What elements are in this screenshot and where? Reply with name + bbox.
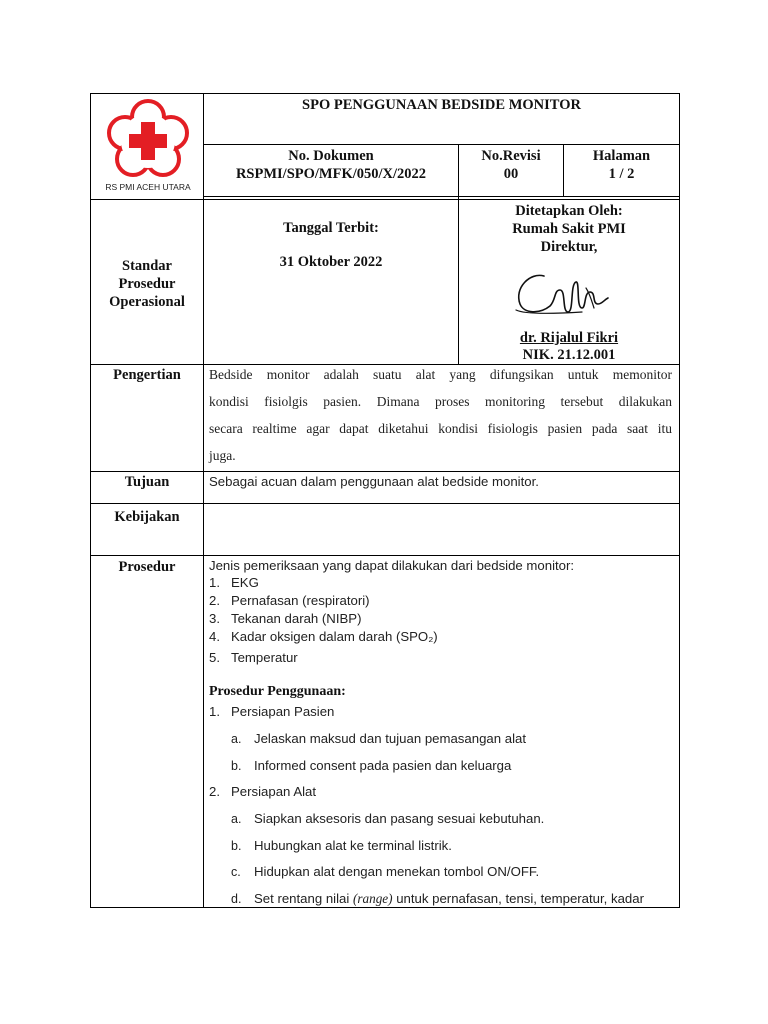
director-name: dr. Rijalul Fikri — [519, 330, 619, 346]
check-item-number: 5. — [209, 650, 220, 665]
pengertian-text — [209, 361, 672, 469]
usage-substep — [231, 758, 681, 773]
usage-substep-text: Set rentang nilai — [254, 891, 353, 906]
table-border-left — [90, 93, 91, 908]
usage-substep — [231, 838, 681, 853]
check-item-number: 1. — [209, 575, 220, 590]
check-item-text: EKG — [231, 575, 259, 590]
table-border-top — [90, 93, 680, 94]
usage-step-number: 2. — [209, 784, 220, 799]
usage-step — [209, 784, 679, 799]
page-value: 1 / 2 — [608, 166, 635, 182]
usage-substep-text-cont: untuk pernafasan, tensi, temperatur, kadar — [392, 891, 644, 906]
usage-substep — [231, 864, 681, 879]
side-title-line-1: Standar — [122, 258, 172, 274]
usage-substep — [231, 891, 681, 907]
header-divider-2 — [203, 196, 680, 197]
issue-date-label: Tanggal Terbit: — [283, 220, 379, 236]
issue-date-value: 31 Oktober 2022 — [279, 254, 383, 270]
usage-substep-letter: a. — [231, 812, 242, 826]
kebijakan-label: Kebijakan — [114, 509, 180, 525]
row-divider-tujuan — [90, 471, 680, 472]
check-item — [209, 575, 679, 590]
check-item-text: Kadar oksigen dalam darah (SPO₂) — [231, 629, 438, 644]
hospital-logo — [100, 97, 196, 195]
header-divider-3 — [90, 199, 680, 200]
check-item — [209, 611, 679, 626]
pengertian-line-4: juga. — [209, 448, 236, 463]
usage-substep-text: Jelaskan maksud dan tujuan pemasangan alat — [254, 731, 526, 746]
usage-substep-letter: a. — [231, 732, 242, 746]
side-title-line-3: Operasional — [109, 294, 185, 310]
pengertian-label: Pengertian — [113, 367, 181, 383]
usage-substep-text: Hubungkan alat ke terminal listrik. — [254, 838, 452, 853]
row-divider-prosedur — [90, 555, 680, 556]
document-title: SPO PENGGUNAAN BEDSIDE MONITOR — [302, 97, 581, 113]
usage-substep-text: Hidupkan alat dengan menekan tombol ON/OFF. — [254, 864, 540, 879]
page-label: Halaman — [592, 148, 651, 164]
director-nik: NIK. 21.12.001 — [522, 347, 616, 363]
usage-substep-text: Informed consent pada pasien dan keluarga — [254, 758, 512, 773]
prosedur-label: Prosedur — [118, 559, 176, 575]
doc-number-value: RSPMI/SPO/MFK/050/X/2022 — [235, 166, 427, 182]
usage-procedure-title: Prosedur Penggunaan: — [209, 684, 346, 699]
director-signature — [510, 268, 630, 328]
usage-substep-letter: d. — [231, 892, 242, 906]
column-divider — [203, 93, 204, 908]
revision-label: No.Revisi — [481, 148, 541, 164]
revision-value: 00 — [503, 166, 519, 182]
approval-line-3: Direktur, — [540, 239, 598, 255]
check-item — [209, 629, 679, 644]
approval-line-2: Rumah Sakit PMI — [512, 221, 626, 237]
check-item — [209, 650, 679, 665]
header-divider — [203, 144, 680, 145]
check-item-text: Pernafasan (respiratori) — [231, 593, 370, 608]
usage-step-text: Persiapan Alat — [231, 784, 317, 799]
side-title — [91, 257, 203, 311]
doc-number-label: No. Dokumen — [288, 148, 374, 164]
usage-substep — [231, 731, 681, 746]
usage-step — [209, 704, 679, 719]
pengertian-line-2: kondisi fisiolgis pasien. Dimana proses monitoring tersebut dilakukan — [209, 394, 672, 409]
check-item — [209, 593, 679, 608]
pengertian-line-3: secara realtime agar dapat diketahui kondisi fisiologis pasien pada saat itu — [209, 421, 672, 436]
check-item-number: 3. — [209, 611, 220, 626]
usage-substep-letter: b. — [231, 839, 242, 853]
row-divider-kebijakan — [90, 503, 680, 504]
check-item-text: Temperatur — [231, 650, 298, 665]
usage-substep-text: Siapkan aksesoris dan pasang sesuai kebutuhan. — [254, 811, 545, 826]
red-cross-flower-icon — [100, 97, 196, 179]
usage-substep-letter: b. — [231, 759, 242, 773]
check-item-number: 4. — [209, 629, 220, 644]
usage-step-text: Persiapan Pasien — [231, 704, 335, 719]
tujuan-text: Sebagai acuan dalam penggunaan alat bedside monitor. — [209, 474, 539, 489]
usage-substep — [231, 811, 681, 826]
range-emphasis: (range) — [352, 891, 393, 906]
pengertian-line-1: Bedside monitor adalah suatu alat yang difungsikan untuk memonitor — [209, 367, 672, 382]
approval-line-1: Ditetapkan Oleh: — [515, 203, 623, 219]
table-border-right — [679, 93, 680, 908]
prosedur-intro: Jenis pemeriksaan yang dapat dilakukan dari bedside monitor: — [209, 558, 575, 573]
tujuan-label: Tujuan — [124, 474, 170, 490]
approval-block — [459, 202, 679, 256]
usage-step-number: 1. — [209, 704, 220, 719]
check-item-number: 2. — [209, 593, 220, 608]
side-title-line-2: Prosedur — [118, 276, 176, 292]
check-item-text: Tekanan darah (NIBP) — [231, 611, 362, 626]
usage-substep-letter: c. — [231, 865, 241, 879]
logo-caption: RS PMI ACEH UTARA — [105, 182, 191, 192]
table-border-bottom — [90, 907, 680, 908]
